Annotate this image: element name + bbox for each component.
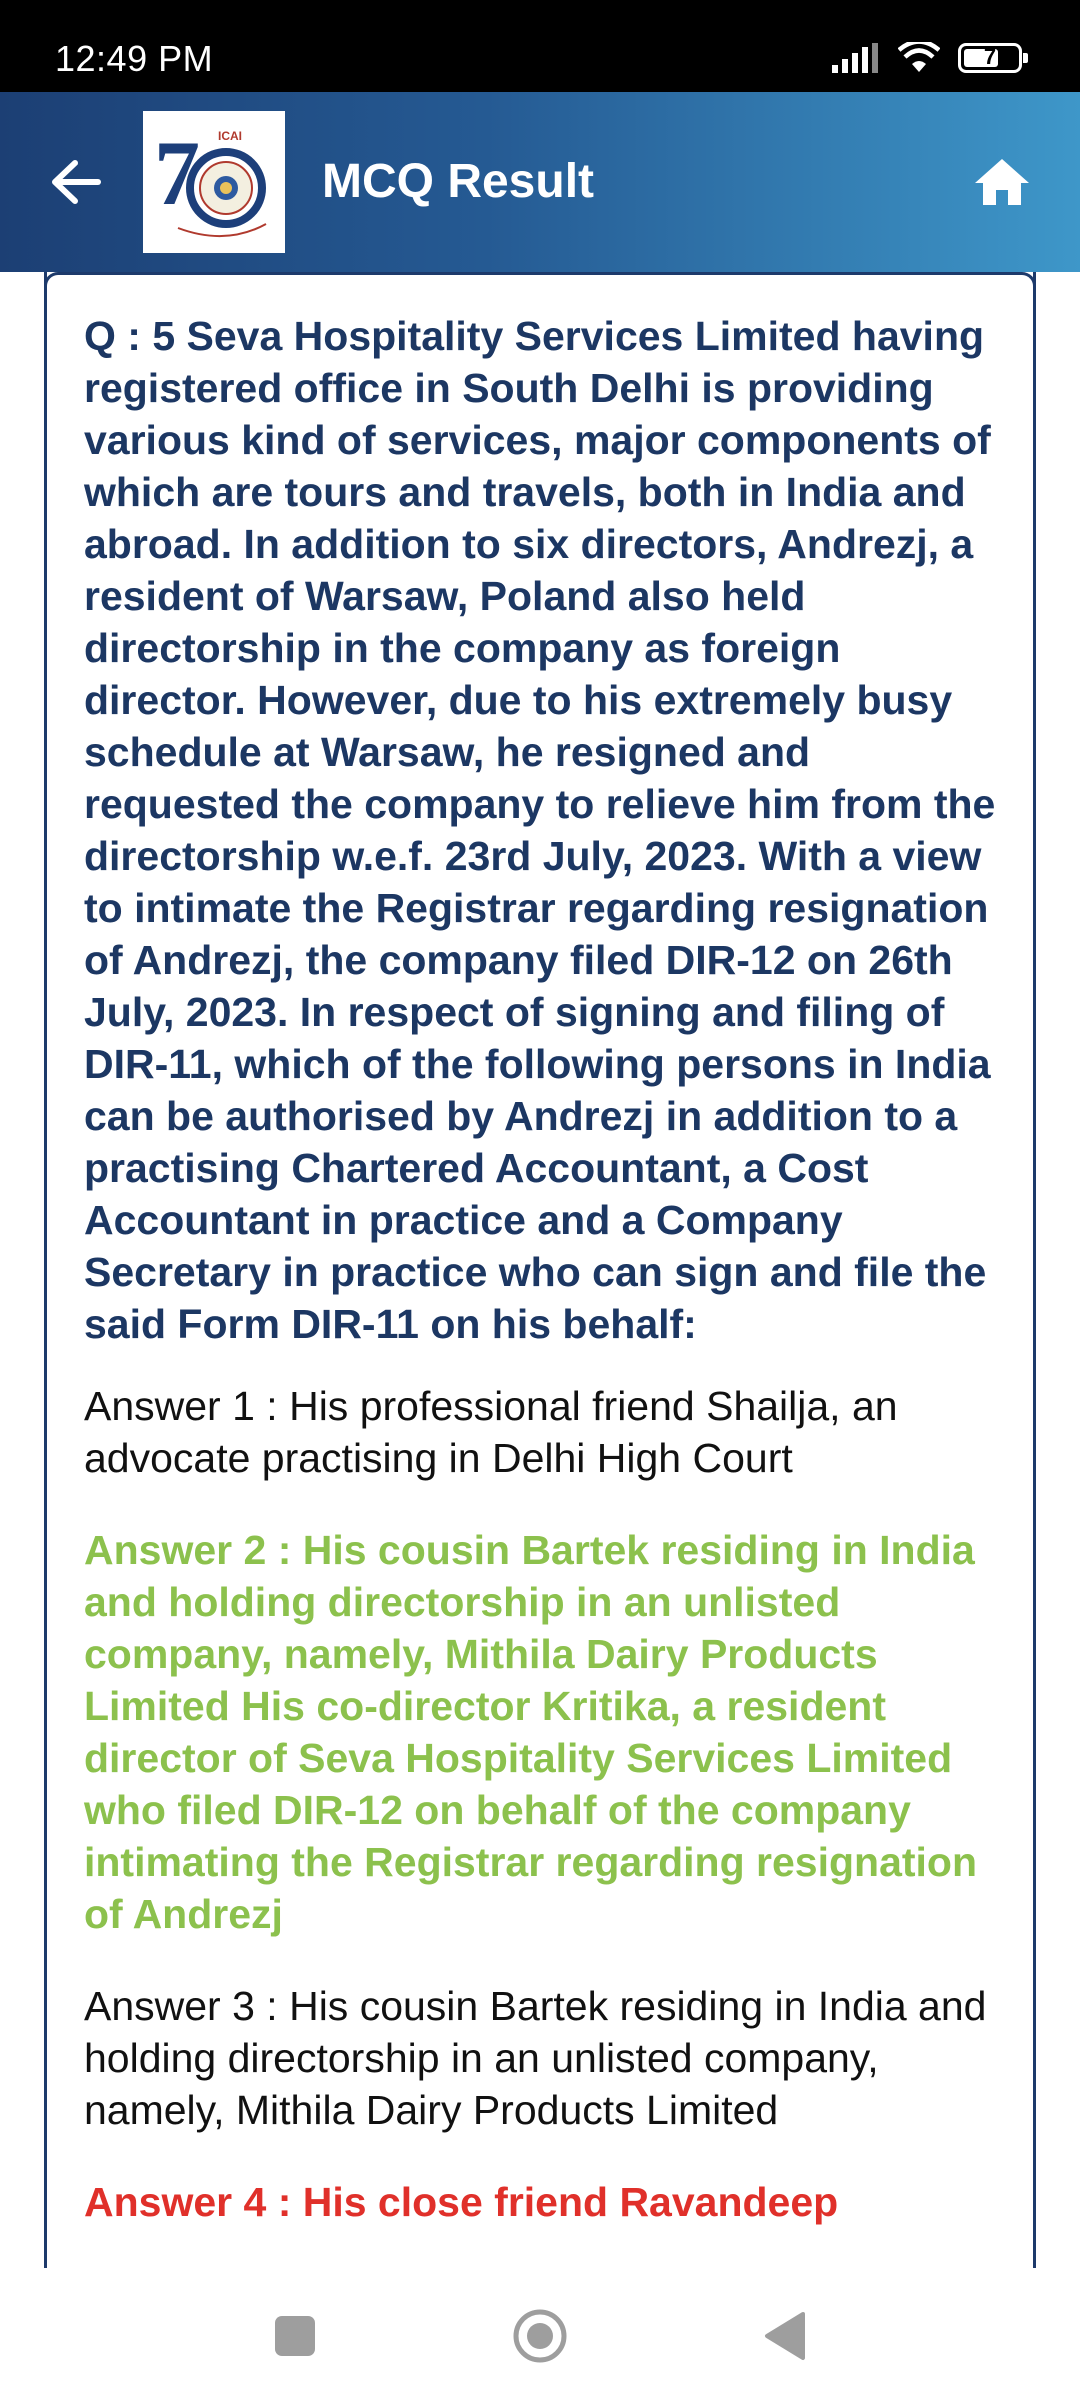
answer-option-1: Answer 1 : His professional friend Shailja, an advocate practising in Delhi High Court (84, 1383, 898, 1481)
wifi-icon (898, 42, 940, 74)
back-nav-button[interactable] (745, 2296, 825, 2376)
result-card (44, 272, 1036, 2272)
square-icon (274, 2315, 316, 2357)
answer-option-3: Answer 3 : His cousin Bartek residing in India and holding directorship in an unlisted company, namely, Mithila Dairy Products Limited (84, 1983, 987, 2133)
svg-text:7: 7 (154, 122, 200, 224)
question-text: Q : 5 Seva Hospitality Services Limited having registered office in South Delhi is providing various kind of services, major components of which are tours and travels, both in India and abroad. In addition to six directors, Andrezj, a resident of Warsaw, Poland also held directorship in the company as foreign director. However, due to his extremely busy schedule at Warsaw, he resigned and requested the company to relieve him from the directorship w.e.f. 23rd July, 2023. With a view to intimate the Registrar regarding resignation of Andrezj, the company filed DIR-12 on 26th July, 2023. In respect of signing and filing of DIR-11, which of the following persons in India can be authorised by Andrezj in addition to a practising Chartered Accountant, a Cost Accountant in practice and a Company Secretary in practice who can sign and file the said Form DIR-11 on his behalf: (84, 313, 996, 1347)
circle-icon (512, 2308, 568, 2364)
answer-option-2-correct: Answer 2 : His cousin Bartek residing in India and holding directorship in an unlisted company, namely, Mithila Dairy Products Limited His co-director Kritika, a resident director of Seva Hospitality Services Limited who filed DIR-12 on behalf of the company intimating the Registrar regarding resignation of Andrezj (84, 1527, 978, 1937)
page-title: MCQ Result (322, 155, 595, 208)
battery-icon (958, 43, 1022, 73)
home-nav-button[interactable] (500, 2296, 580, 2376)
status-bar (0, 0, 1080, 92)
signal-icon (832, 43, 880, 73)
logo-text: ICAI (218, 129, 242, 143)
recents-button[interactable] (255, 2296, 335, 2376)
answer-option-4-wrong: Answer 4 : His close friend Ravandeep (84, 2179, 839, 2225)
icai-logo (143, 111, 285, 253)
triangle-icon (763, 2311, 807, 2361)
arrow-left-icon (51, 160, 101, 204)
system-nav-bar (0, 2268, 1080, 2400)
app-bar (0, 92, 1080, 272)
result-content (84, 310, 1004, 2268)
status-time: 12:49 PM (55, 38, 214, 79)
battery-level: 7 (983, 44, 997, 69)
back-button[interactable] (40, 142, 112, 222)
home-button[interactable] (962, 144, 1042, 220)
status-icons (832, 38, 1022, 78)
home-icon (973, 157, 1031, 207)
